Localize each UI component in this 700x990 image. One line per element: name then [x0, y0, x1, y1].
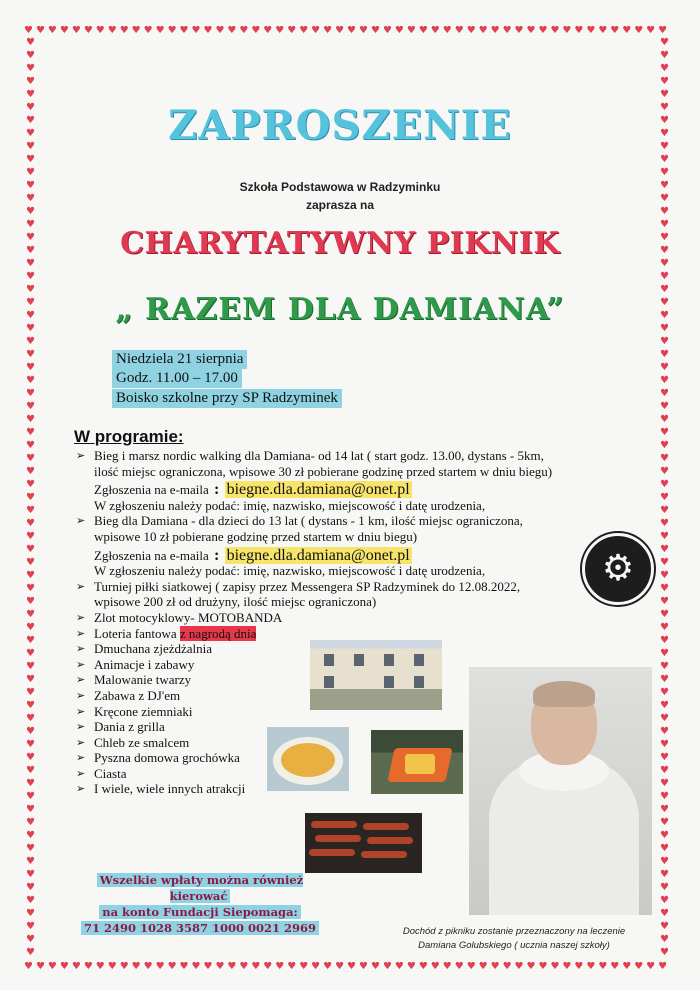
email-row: Zgłoszenia na e-maila : biegne.dla.damiana@onet.pl [94, 481, 410, 499]
inflatable-slide-photo [371, 730, 463, 794]
list-item: ➢ Bieg dla Damiana - dla dzieci do 13 lat ( dystans - 1 km, ilość miejsc ograniczona, wpisowe 10 zł pobierane godzinę przed startem w dniu biegu) [76, 513, 523, 544]
soup-photo [267, 727, 349, 791]
school-name: Szkoła Podstawowa w Radzyminku [239, 180, 441, 194]
donation-info: Wszelkie wpłaty można również kierować na konto Fundacji Siepomaga: 71 2490 1028 3587 1000 0021 2969 [72, 872, 328, 936]
arrow-bullet-icon: ➢ [76, 657, 86, 671]
motoband-logo [582, 533, 654, 605]
damian-portrait-photo [469, 667, 652, 915]
email-link[interactable]: biegne.dla.damiana@onet.pl [226, 481, 410, 499]
arrow-bullet-icon: ➢ [76, 751, 86, 765]
arrow-bullet-icon: ➢ [76, 626, 86, 640]
arrow-bullet-icon: ➢ [76, 514, 86, 528]
list-item: ➢ Bieg i marsz nordic walking dla Damiana- od 14 lat ( start godz. 13.00, dystans - 5km, ilość miejsc ograniczona, wpisowe 30 zł pobierane godzinę przed startem w dniu biegu) [76, 448, 553, 479]
event-date: Niedziela 21 sierpnia [112, 350, 247, 369]
arrow-bullet-icon: ➢ [76, 704, 86, 718]
grill-sausages-photo [305, 813, 422, 873]
list-item: ➢ Ciasta [76, 765, 127, 781]
list-item: ➢ Dania z grilla [76, 719, 165, 735]
arrow-bullet-icon: ➢ [76, 579, 86, 593]
email-link[interactable]: biegne.dla.damiana@onet.pl [226, 546, 410, 564]
list-item: ➢ Zabawa z DJ'em [76, 687, 181, 703]
page-title: ZAPROSZENIE [168, 102, 512, 149]
arrow-bullet-icon: ➢ [76, 735, 86, 749]
event-time: Godz. 11.00 – 17.00 [112, 369, 242, 388]
email-row: Zgłoszenia na e-maila : biegne.dla.damiana@onet.pl [94, 546, 410, 564]
registration-note: W zgłoszeniu należy podać: imię, nazwisko, miejscowość i datę urodzenia, [94, 563, 486, 579]
registration-note: W zgłoszeniu należy podać: imię, nazwisko, miejscowość i datę urodzenia, [94, 497, 486, 513]
prize-highlight: z nagrodą dnia [179, 625, 257, 641]
list-item: ➢ Loteria fantowa z nagrodą dnia [76, 625, 257, 641]
list-item: ➢ I wiele, wiele innych atrakcji [76, 781, 246, 797]
income-note: Dochód z pikniku zostanie przeznaczony na leczenie Damiana Golubskiego ( ucznia naszej szkoły) [402, 926, 626, 951]
heart-border-left: ♥♥♥♥♥♥♥♥♥♥♥♥♥♥♥♥♥♥♥♥♥♥♥♥♥♥♥♥♥♥♥♥♥♥♥♥♥♥♥♥♥♥♥♥♥♥♥♥♥♥♥♥♥♥♥♥♥♥♥♥♥♥♥♥♥♥♥♥♥♥♥ [26, 37, 35, 958]
bank-account-number: 71 2490 1028 3587 1000 0021 2969 [81, 921, 319, 935]
arrow-bullet-icon: ➢ [76, 720, 86, 734]
list-item: ➢ Chleb ze smalcem [76, 734, 190, 750]
heart-border-bottom: ♥♥♥♥♥♥♥♥♥♥♥♥♥♥♥♥♥♥♥♥♥♥♥♥♥♥♥♥♥♥♥♥♥♥♥♥♥♥♥♥♥♥♥♥♥♥♥♥♥♥♥♥♥♥ [24, 962, 671, 972]
list-item: ➢ Animacje i zabawy [76, 656, 195, 672]
invites-text: zaprasza na [305, 198, 375, 212]
arrow-bullet-icon: ➢ [76, 610, 86, 624]
event-type-heading: CHARYTATYWNY PIKNIK [120, 226, 560, 261]
event-place: Boisko szkolne przy SP Radzyminek [112, 389, 342, 408]
list-item: ➢ Zlot motocyklowy- MOTOBANDA [76, 609, 283, 625]
arrow-bullet-icon: ➢ [76, 642, 86, 656]
list-item: ➢ Pyszna domowa grochówka [76, 750, 240, 766]
list-item: ➢ Malowanie twarzy [76, 672, 192, 688]
arrow-bullet-icon: ➢ [76, 449, 86, 462]
program-heading: W programie: [74, 427, 184, 446]
arrow-bullet-icon: ➢ [76, 782, 86, 796]
heart-border-right: ♥♥♥♥♥♥♥♥♥♥♥♥♥♥♥♥♥♥♥♥♥♥♥♥♥♥♥♥♥♥♥♥♥♥♥♥♥♥♥♥♥♥♥♥♥♥♥♥♥♥♥♥♥♥♥♥♥♥♥♥♥♥♥♥♥♥♥♥♥♥♥ [660, 37, 669, 958]
arrow-bullet-icon: ➢ [76, 766, 86, 780]
list-item: ➢ Kręcone ziemniaki [76, 703, 193, 719]
school-building-photo [310, 640, 442, 710]
arrow-bullet-icon: ➢ [76, 673, 86, 687]
gear-logo-icon: ⚙ [601, 548, 635, 589]
event-name-heading: „ RAZEM DLA DAMIANA” [115, 292, 565, 327]
heart-border-top: ♥♥♥♥♥♥♥♥♥♥♥♥♥♥♥♥♥♥♥♥♥♥♥♥♥♥♥♥♥♥♥♥♥♥♥♥♥♥♥♥♥♥♥♥♥♥♥♥♥♥♥♥♥♥ [24, 26, 671, 36]
list-item: ➢ Dmuchana zjeżdżalnia [76, 641, 213, 657]
arrow-bullet-icon: ➢ [76, 688, 86, 702]
list-item: ➢ Turniej piłki siatkowej ( zapisy przez Messengera SP Radzyminek do 12.08.2022, wpisowe 200 zł od drużyny, ilość miejsc ograniczona) [76, 578, 521, 610]
